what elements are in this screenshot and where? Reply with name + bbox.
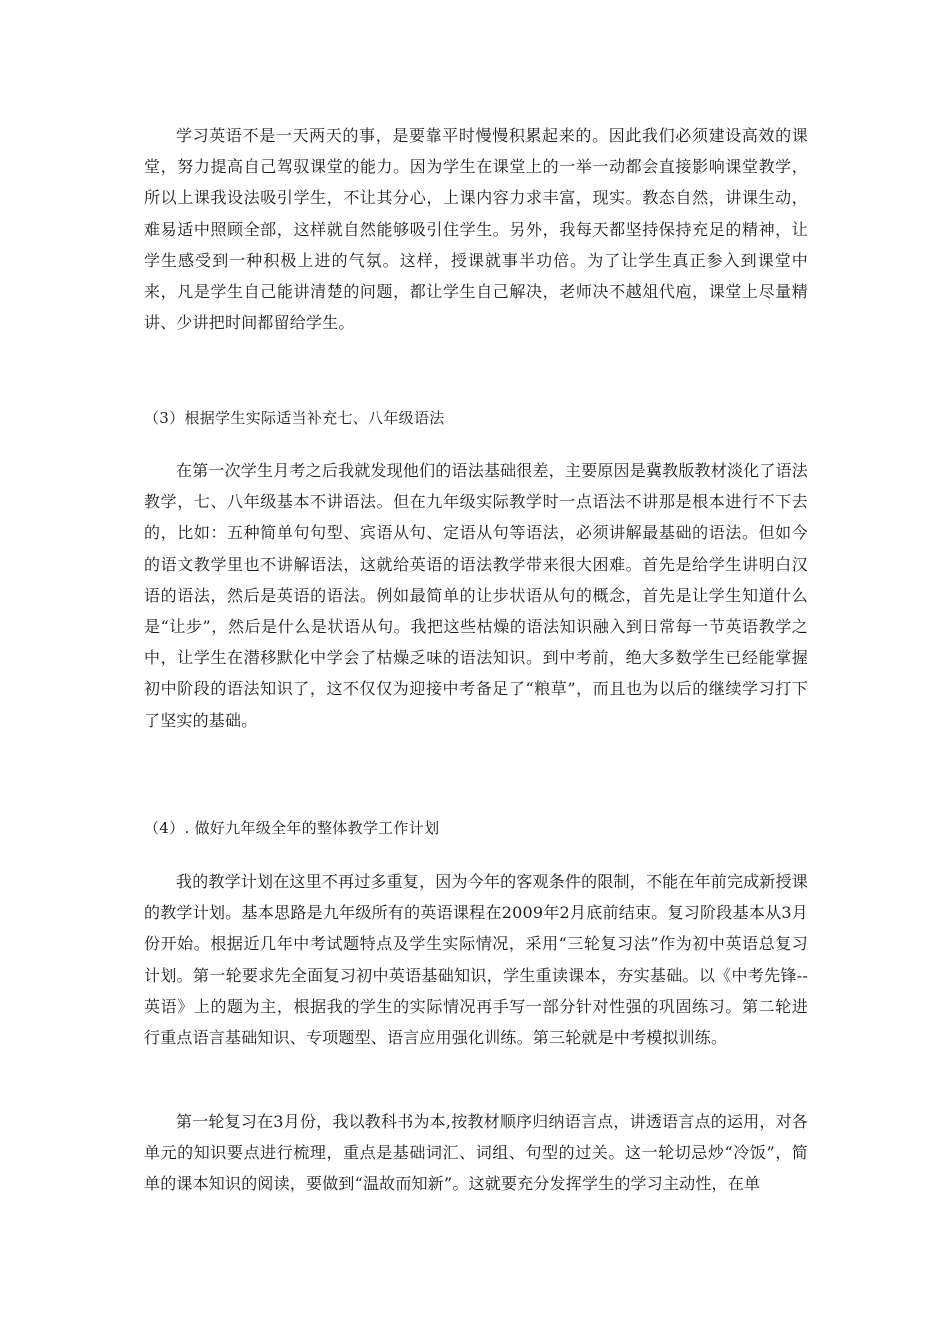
section-heading-grammar: （3）根据学生实际适当补充七、八年级语法 (144, 409, 445, 427)
paragraph-grammar-supplement: 在第一次学生月考之后我就发现他们的语法基础很差，主要原因是冀教版教材淡化了语法教学，七、八年级基本不讲语法。但在九年级实际教学时一点语法不讲那是根本进行不下去的，比如：五种简单句句型、宾语从句、定语从句等语法，必须讲解最基础的语法。但如今的语文教学里也不讲解语法，这就给英语的语法教学带来很大困难。首先是给学生讲明白汉语的语法，然后是英语的语法。例如最简单的让步状语从句的概念，首先是让学生知道什么是“让步”，然后是什么是状语从句。我把这些枯燥的语法知识融入到日常每一节英语教学之中，让学生在潜移默化中学会了枯燥乏味的语法知识。到中考前，绝大多数学生已经能掌握初中阶段的语法知识了，这不仅仅为迎接中考备足了“粮草”，而且也为以后的继续学习打下了坚实的基础。 (144, 461, 808, 730)
paragraph-teaching-plan: 我的教学计划在这里不再过多重复，因为今年的客观条件的限制，不能在年前完成新授课的教学计划。基本思路是九年级所有的英语课程在2009年2月底前结束。复习阶段基本从3月份开始。根据近几年中考试题特点及学生实际情况，采用“三轮复习法”作为初中英语总复习计划。第一轮要求先全面复习初中英语基础知识，学生重读课本，夯实基础。以《中考先锋--英语》上的题为主，根据我的学生的实际情况再手写一部分针对性强的巩固练习。第二轮进行重点语言基础知识、专项题型、语言应用强化训练。第三轮就是中考模拟训练。 (144, 872, 808, 1048)
paragraph-classroom-efficiency: 学习英语不是一天两天的事，是要靠平时慢慢积累起来的。因此我们必须建设高效的课堂，努力提高自己驾驭课堂的能力。因为学生在课堂上的一举一动都会直接影响课堂教学，所以上课我设法吸引学生，不让其分心，上课内容力求丰富，现实。教态自然，讲课生动，难易适中照顾全部，这样就自然能够吸引住学生。另外，我每天都坚持保持充足的精神，让学生感受到一种积极上进的气氛。这样，授课就事半功倍。为了让学生真正参入到课堂中来，凡是学生自己能讲清楚的问题，都让学生自己解决，老师决不越俎代庖，课堂上尽量精讲、少讲把时间都留给学生。 (144, 126, 808, 333)
section-heading-teaching-plan: （4）. 做好九年级全年的整体教学工作计划 (144, 819, 440, 837)
paragraph-first-review-round: 第一轮复习在3月份，我以教科书为本,按教材顺序归纳语言点，讲透语言点的运用，对各单元的知识要点进行梳理，重点是基础词汇、词组、句型的过关。这一轮切忌炒“冷饭”，简单的课本知识的阅读，要做到“温故而知新”。这就要充分发挥学生的学习主动性，在单 (144, 1112, 808, 1194)
